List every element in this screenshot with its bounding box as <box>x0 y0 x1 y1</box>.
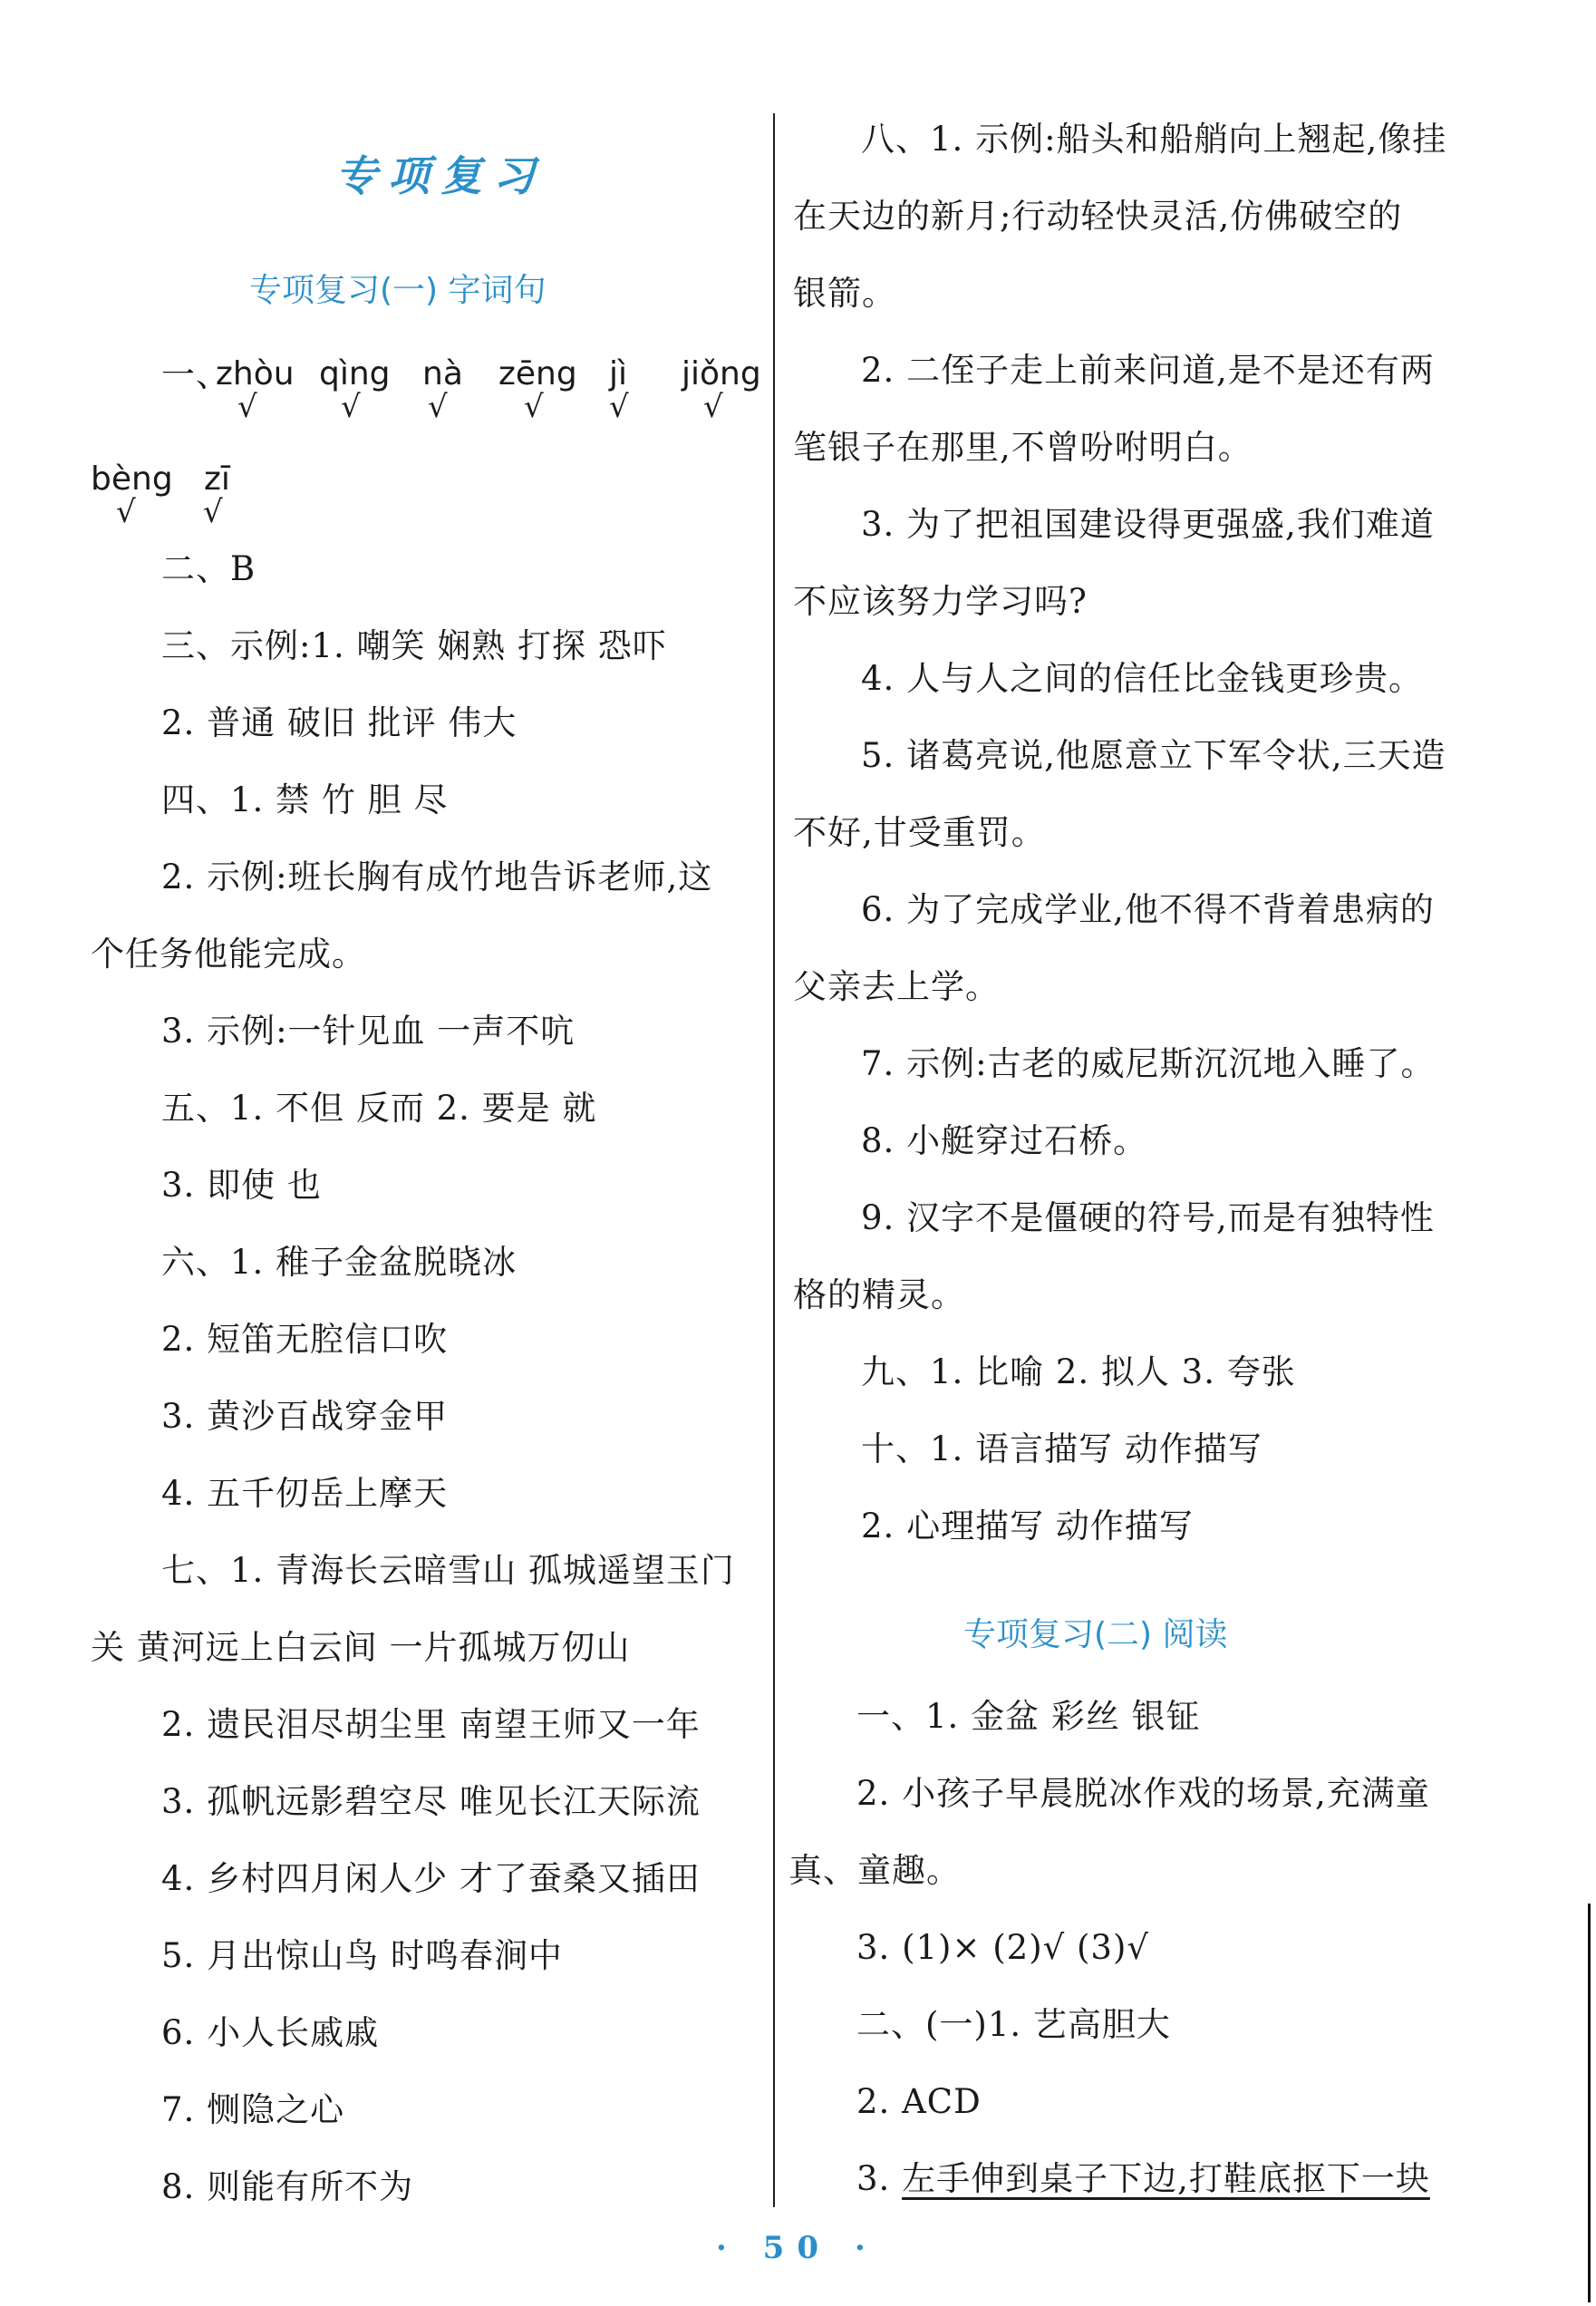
answer-line: 3. 即使 也 <box>161 1166 322 1205</box>
answer-line: 7. 示例:古老的威尼斯沉沉地入睡了。 <box>861 1044 1436 1083</box>
answer-line: 父亲去上学。 <box>793 967 1000 1006</box>
answer-line: 4. 五千仞岳上摩天 <box>161 1474 449 1513</box>
answer-line: 7. 恻隐之心 <box>161 2090 345 2129</box>
answer-line: 个任务他能完成。 <box>91 935 366 974</box>
answer-line: 2. 心理描写 动作描写 <box>861 1507 1194 1545</box>
answer-line: 银箭。 <box>793 274 896 313</box>
answer-line: 8. 则能有所不为 <box>161 2167 414 2206</box>
answer-line: 6. 小人长戚戚 <box>161 2013 380 2052</box>
section-title-1: 专项复习(一) 字词句 <box>249 272 547 309</box>
page-number: · 50 · <box>716 2230 878 2266</box>
answer-line: 3. (1)× (2)√ (3)√ <box>856 1928 1149 1967</box>
answer-line: 9. 汉字不是僵硬的符号,而是有独特性 <box>861 1198 1435 1237</box>
check-mark-icon: √ <box>116 494 136 530</box>
answer-line: 2. ACD <box>856 2082 982 2121</box>
answer-line: 八、1. 示例:船头和船艄向上翘起,像挂 <box>861 120 1447 159</box>
answer-line: 九、1. 比喻 2. 拟人 3. 夸张 <box>861 1352 1296 1391</box>
answer-line: 3. 孤帆远影碧空尽 唯见长江天际流 <box>161 1782 701 1821</box>
answer-line: 2. 小孩子早晨脱冰作戏的场景,充满童 <box>856 1774 1430 1813</box>
answer-line: 2. 普通 破旧 批评 伟大 <box>161 703 517 742</box>
answer-line: 2. 二侄子走上前来问道,是不是还有两 <box>861 351 1435 390</box>
answer-line: 三、示例:1. 嘲笑 娴熟 打探 恐吓 <box>161 626 667 665</box>
answer-line: 十、1. 语言描写 动作描写 <box>861 1429 1262 1468</box>
answer-line: 3. 为了把祖国建设得更强盛,我们难道 <box>861 505 1435 544</box>
answer-line-underlined <box>856 2159 1430 2199</box>
answer-line: 4. 人与人之间的信任比金钱更珍贵。 <box>861 659 1424 698</box>
check-mark-icon: √ <box>428 389 448 425</box>
answer-line: 6. 为了完成学业,他不得不背着患病的 <box>861 890 1435 929</box>
answer-line: 3. 示例:一针见血 一声不吭 <box>161 1012 576 1051</box>
page-title: 专项复习 <box>335 151 546 200</box>
check-mark-icon: √ <box>341 389 361 425</box>
answer-line: 2. 短笛无腔信口吹 <box>161 1320 449 1359</box>
check-mark-icon: √ <box>237 389 257 425</box>
check-mark-icon: √ <box>524 389 544 425</box>
answer-line: 二、(一)1. 艺高胆大 <box>856 2005 1171 2044</box>
check-mark-icon: √ <box>203 494 223 530</box>
answer-line: 四、1. 禁 竹 胆 尽 <box>161 780 449 819</box>
answer-line: 在天边的新月;行动轻快灵活,仿佛破空的 <box>793 197 1403 236</box>
underlined-answer: 左手伸到桌子下边,打鞋底抠下一块 <box>902 2159 1430 2198</box>
answer-line: 5. 月出惊山鸟 时鸣春涧中 <box>161 1936 563 1975</box>
answer-line: 不应该努力学习吗? <box>793 582 1088 621</box>
answer-line: 3. 黄沙百战穿金甲 <box>161 1397 449 1436</box>
answer-line: 4. 乡村四月闲人少 才了蚕桑又插田 <box>161 1859 701 1898</box>
section-title-2: 专项复习(二) 阅读 <box>963 1616 1228 1653</box>
answer-line: 不好,甘受重罚。 <box>793 813 1046 852</box>
answer-line: 真、童趣。 <box>788 1851 961 1890</box>
pinyin-5: jì <box>609 355 628 392</box>
pinyin-3: nà <box>422 355 463 392</box>
pinyin-4: zēng <box>498 355 577 392</box>
answer-line: 二、B <box>161 549 256 588</box>
answer-line: 一、1. 金盆 彩丝 银钲 <box>856 1697 1201 1736</box>
pinyin-6: jiǒng <box>682 355 761 392</box>
answer-line: 六、1. 稚子金盆脱晓冰 <box>161 1243 517 1282</box>
check-mark-icon: √ <box>609 389 629 425</box>
column-divider <box>773 113 775 2207</box>
pinyin-8: zī <box>204 460 230 498</box>
answer-line: 格的精灵。 <box>793 1275 965 1314</box>
pinyin-1: zhòu <box>216 355 295 392</box>
answer-line: 8. 小艇穿过石桥。 <box>861 1121 1148 1160</box>
answer-line: 关 黄河远上白云间 一片孤城万仞山 <box>91 1628 631 1667</box>
answer-line: 2. 示例:班长胸有成竹地告诉老师,这 <box>161 857 713 896</box>
answer-line: 七、1. 青海长云暗雪山 孤城遥望玉门 <box>161 1551 735 1590</box>
answer-line: 五、1. 不但 反而 2. 要是 就 <box>161 1089 597 1128</box>
item-number: 3. <box>856 2159 903 2198</box>
answer-line: 2. 遗民泪尽胡尘里 南望王师又一年 <box>161 1705 701 1744</box>
check-mark-icon: √ <box>703 389 723 425</box>
answer-line: 5. 诸葛亮说,他愿意立下军令状,三天造 <box>861 736 1446 775</box>
item-1-label: 一、 <box>161 355 230 394</box>
page-edge-shadow <box>1588 1904 1591 2302</box>
answer-line: 笔银子在那里,不曾吩咐明白。 <box>793 428 1253 467</box>
pinyin-2: qìng <box>319 355 391 392</box>
pinyin-7: bèng <box>91 460 173 498</box>
